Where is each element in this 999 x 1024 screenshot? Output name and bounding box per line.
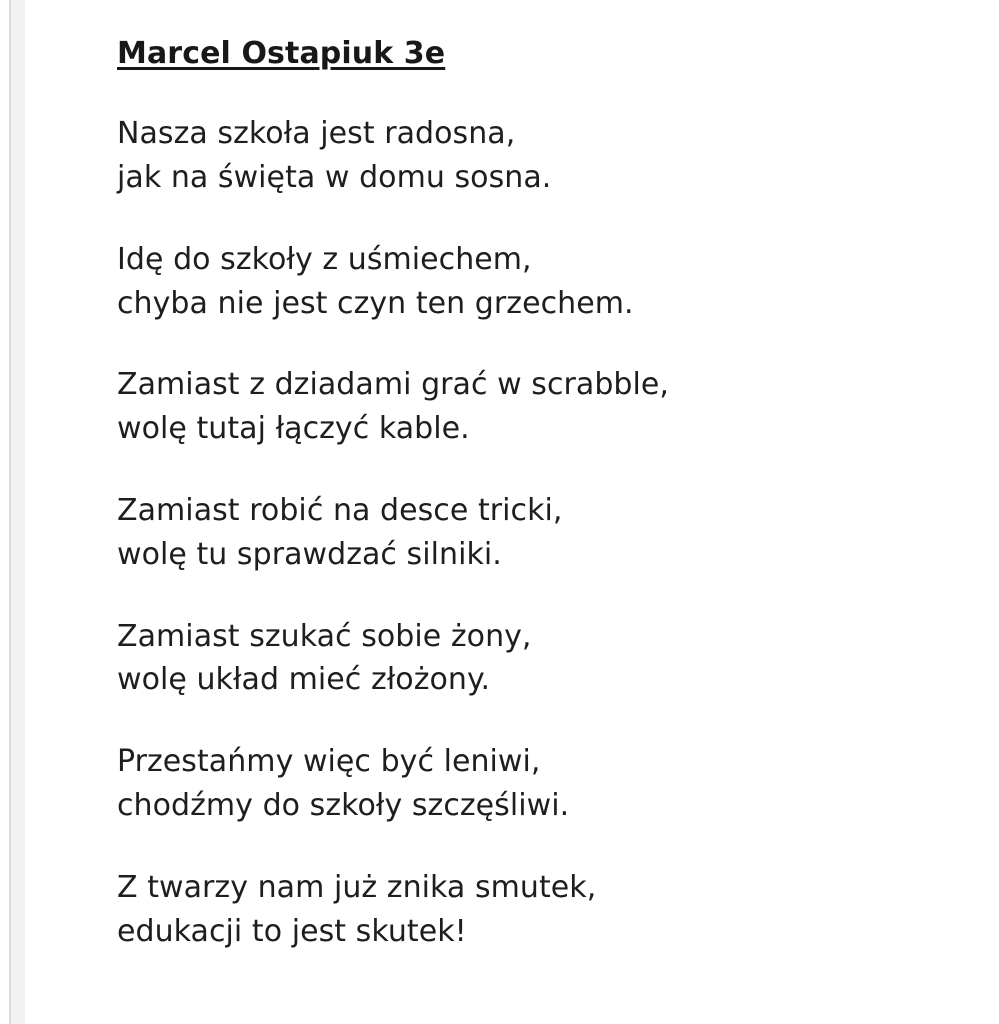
poem-line: Zamiast z dziadami grać w scrabble, <box>117 367 669 403</box>
page-left-margin <box>0 0 9 1024</box>
poem-line: chodźmy do szkoły szczęśliwi. <box>117 787 570 823</box>
page-title: Marcel Ostapiuk 3e <box>117 36 446 71</box>
page-gutter-strip <box>11 0 25 1024</box>
page-right-margin <box>993 0 999 1024</box>
poem-line: jak na święta w domu sosna. <box>117 159 552 195</box>
poem-stanza <box>117 112 947 200</box>
document-body <box>117 34 947 953</box>
poem-stanza <box>117 363 947 451</box>
poem-line: Zamiast szukać sobie żony, <box>117 618 532 654</box>
poem-line: wolę układ mieć złożony. <box>117 662 491 698</box>
poem-line: Idę do szkoły z uśmiechem, <box>117 241 532 277</box>
poem-line: Z twarzy nam już znika smutek, <box>117 869 597 905</box>
poem-line: edukacji to jest skutek! <box>117 913 467 949</box>
poem-line: Nasza szkoła jest radosna, <box>117 116 516 152</box>
poem-line: chyba nie jest czyn ten grzechem. <box>117 285 634 321</box>
poem-stanza <box>117 238 947 326</box>
poem-line: Przestańmy więc być leniwi, <box>117 744 541 780</box>
poem-line: Zamiast robić na desce tricki, <box>117 492 563 528</box>
poem-line: wolę tu sprawdzać silniki. <box>117 536 502 572</box>
poem-stanza <box>117 866 947 954</box>
poem-line: wolę tutaj łączyć kable. <box>117 411 470 447</box>
poem-stanza <box>117 489 947 577</box>
poem-stanza <box>117 615 947 703</box>
poem-stanza <box>117 740 947 828</box>
